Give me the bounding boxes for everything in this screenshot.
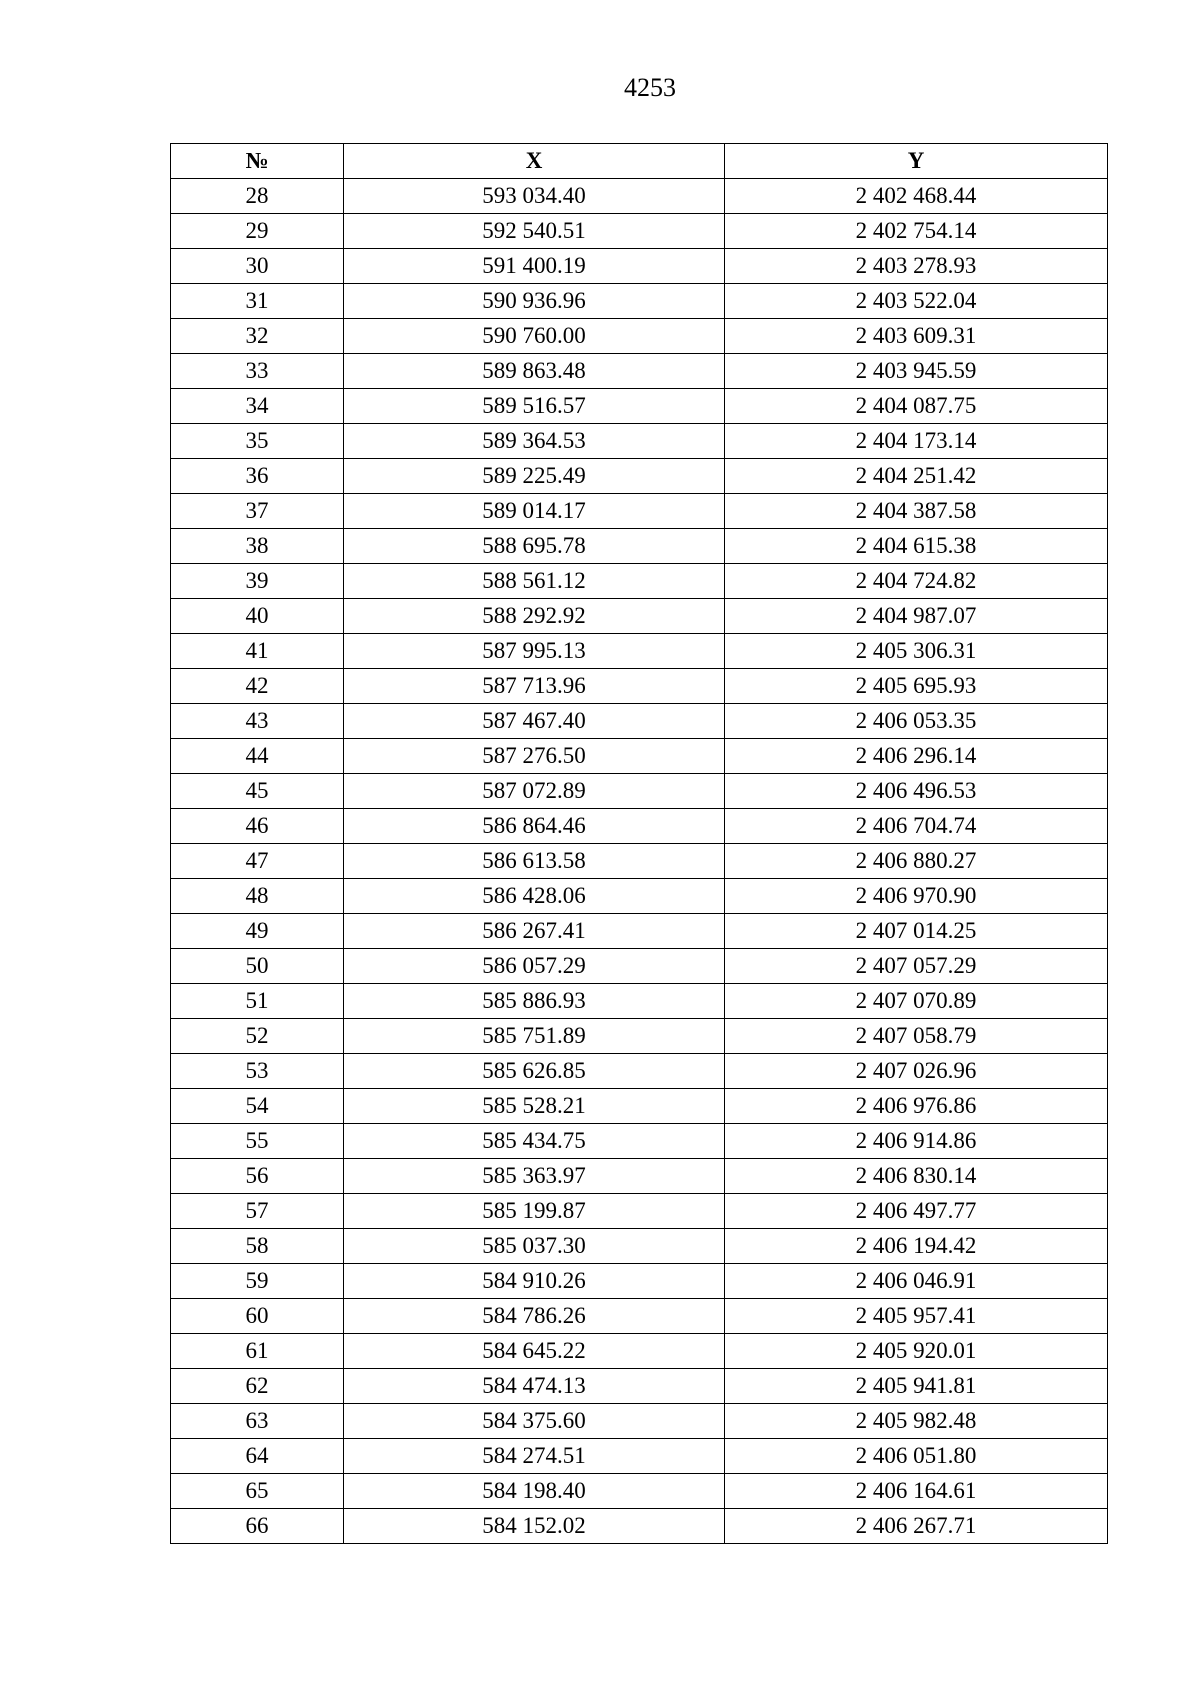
table-row — [171, 879, 1108, 914]
table-row — [171, 1054, 1108, 1089]
table-row — [171, 459, 1108, 494]
cell-number: 62 — [171, 1369, 344, 1404]
coordinates-table — [170, 143, 1108, 1544]
cell-x: 593 034.40 — [344, 179, 725, 214]
cell-x: 584 786.26 — [344, 1299, 725, 1334]
table-row — [171, 424, 1108, 459]
table-row — [171, 1089, 1108, 1124]
cell-number: 28 — [171, 179, 344, 214]
cell-number: 38 — [171, 529, 344, 564]
table-row — [171, 284, 1108, 319]
cell-x: 585 751.89 — [344, 1019, 725, 1054]
cell-x: 585 528.21 — [344, 1089, 725, 1124]
cell-y: 2 406 267.71 — [725, 1509, 1108, 1544]
cell-number: 50 — [171, 949, 344, 984]
table-row — [171, 214, 1108, 249]
table-row — [171, 389, 1108, 424]
cell-y: 2 406 051.80 — [725, 1439, 1108, 1474]
cell-x: 589 225.49 — [344, 459, 725, 494]
cell-x: 589 863.48 — [344, 354, 725, 389]
cell-number: 37 — [171, 494, 344, 529]
cell-y: 2 404 987.07 — [725, 599, 1108, 634]
cell-x: 585 886.93 — [344, 984, 725, 1019]
cell-number: 40 — [171, 599, 344, 634]
cell-number: 43 — [171, 704, 344, 739]
cell-y: 2 407 057.29 — [725, 949, 1108, 984]
cell-number: 35 — [171, 424, 344, 459]
cell-x: 584 375.60 — [344, 1404, 725, 1439]
table-row — [171, 319, 1108, 354]
cell-x: 588 292.92 — [344, 599, 725, 634]
cell-y: 2 406 164.61 — [725, 1474, 1108, 1509]
cell-number: 51 — [171, 984, 344, 1019]
cell-x: 584 152.02 — [344, 1509, 725, 1544]
cell-x: 587 995.13 — [344, 634, 725, 669]
table-row — [171, 1334, 1108, 1369]
cell-x: 585 037.30 — [344, 1229, 725, 1264]
cell-x: 590 760.00 — [344, 319, 725, 354]
cell-y: 2 402 468.44 — [725, 179, 1108, 214]
table-row — [171, 739, 1108, 774]
table-row — [171, 179, 1108, 214]
cell-x: 587 276.50 — [344, 739, 725, 774]
cell-x: 592 540.51 — [344, 214, 725, 249]
table-row — [171, 984, 1108, 1019]
cell-y: 2 406 704.74 — [725, 809, 1108, 844]
cell-x: 587 072.89 — [344, 774, 725, 809]
cell-number: 53 — [171, 1054, 344, 1089]
table-row — [171, 704, 1108, 739]
cell-y: 2 403 945.59 — [725, 354, 1108, 389]
cell-y: 2 407 026.96 — [725, 1054, 1108, 1089]
table-row — [171, 1299, 1108, 1334]
cell-number: 58 — [171, 1229, 344, 1264]
cell-x: 591 400.19 — [344, 249, 725, 284]
table-row — [171, 1474, 1108, 1509]
header-x: X — [344, 144, 725, 179]
cell-x: 584 645.22 — [344, 1334, 725, 1369]
table-row — [171, 844, 1108, 879]
cell-x: 589 364.53 — [344, 424, 725, 459]
cell-y: 2 404 724.82 — [725, 564, 1108, 599]
cell-x: 586 267.41 — [344, 914, 725, 949]
table-row — [171, 249, 1108, 284]
cell-y: 2 406 880.27 — [725, 844, 1108, 879]
cell-number: 61 — [171, 1334, 344, 1369]
cell-y: 2 406 496.53 — [725, 774, 1108, 809]
cell-x: 586 864.46 — [344, 809, 725, 844]
cell-number: 56 — [171, 1159, 344, 1194]
cell-x: 584 274.51 — [344, 1439, 725, 1474]
cell-y: 2 405 982.48 — [725, 1404, 1108, 1439]
cell-number: 36 — [171, 459, 344, 494]
table-row — [171, 1019, 1108, 1054]
table-row — [171, 809, 1108, 844]
cell-x: 590 936.96 — [344, 284, 725, 319]
cell-x: 585 363.97 — [344, 1159, 725, 1194]
cell-y: 2 407 014.25 — [725, 914, 1108, 949]
cell-number: 48 — [171, 879, 344, 914]
table-row — [171, 1124, 1108, 1159]
cell-y: 2 406 296.14 — [725, 739, 1108, 774]
cell-x: 587 713.96 — [344, 669, 725, 704]
cell-y: 2 403 522.04 — [725, 284, 1108, 319]
cell-y: 2 405 941.81 — [725, 1369, 1108, 1404]
cell-number: 57 — [171, 1194, 344, 1229]
cell-x: 585 199.87 — [344, 1194, 725, 1229]
cell-y: 2 407 070.89 — [725, 984, 1108, 1019]
cell-number: 33 — [171, 354, 344, 389]
table-row — [171, 669, 1108, 704]
cell-y: 2 402 754.14 — [725, 214, 1108, 249]
table-row — [171, 949, 1108, 984]
cell-y: 2 406 046.91 — [725, 1264, 1108, 1299]
cell-y: 2 406 053.35 — [725, 704, 1108, 739]
cell-y: 2 404 251.42 — [725, 459, 1108, 494]
table-row — [171, 529, 1108, 564]
cell-number: 32 — [171, 319, 344, 354]
table-row — [171, 1159, 1108, 1194]
cell-y: 2 403 278.93 — [725, 249, 1108, 284]
cell-y: 2 405 920.01 — [725, 1334, 1108, 1369]
header-row — [171, 144, 1108, 179]
cell-x: 586 613.58 — [344, 844, 725, 879]
cell-number: 42 — [171, 669, 344, 704]
cell-y: 2 406 976.86 — [725, 1089, 1108, 1124]
table-row — [171, 564, 1108, 599]
cell-y: 2 406 830.14 — [725, 1159, 1108, 1194]
cell-number: 52 — [171, 1019, 344, 1054]
cell-y: 2 404 173.14 — [725, 424, 1108, 459]
cell-number: 31 — [171, 284, 344, 319]
cell-x: 586 057.29 — [344, 949, 725, 984]
cell-x: 588 561.12 — [344, 564, 725, 599]
table-row — [171, 774, 1108, 809]
table-header — [171, 144, 1108, 179]
cell-x: 584 198.40 — [344, 1474, 725, 1509]
table-row — [171, 634, 1108, 669]
table-row — [171, 599, 1108, 634]
cell-x: 589 014.17 — [344, 494, 725, 529]
cell-number: 59 — [171, 1264, 344, 1299]
table-row — [171, 1229, 1108, 1264]
cell-y: 2 405 695.93 — [725, 669, 1108, 704]
cell-x: 585 434.75 — [344, 1124, 725, 1159]
table-row — [171, 914, 1108, 949]
cell-number: 41 — [171, 634, 344, 669]
cell-number: 39 — [171, 564, 344, 599]
cell-number: 46 — [171, 809, 344, 844]
cell-number: 49 — [171, 914, 344, 949]
cell-number: 55 — [171, 1124, 344, 1159]
cell-number: 66 — [171, 1509, 344, 1544]
cell-number: 65 — [171, 1474, 344, 1509]
header-y: Y — [725, 144, 1108, 179]
cell-number: 29 — [171, 214, 344, 249]
cell-number: 47 — [171, 844, 344, 879]
cell-y: 2 406 970.90 — [725, 879, 1108, 914]
cell-y: 2 407 058.79 — [725, 1019, 1108, 1054]
cell-number: 34 — [171, 389, 344, 424]
cell-x: 588 695.78 — [344, 529, 725, 564]
cell-x: 585 626.85 — [344, 1054, 725, 1089]
table-row — [171, 494, 1108, 529]
cell-y: 2 406 194.42 — [725, 1229, 1108, 1264]
table-row — [171, 1404, 1108, 1439]
cell-number: 60 — [171, 1299, 344, 1334]
cell-x: 589 516.57 — [344, 389, 725, 424]
cell-number: 63 — [171, 1404, 344, 1439]
cell-number: 45 — [171, 774, 344, 809]
cell-y: 2 404 087.75 — [725, 389, 1108, 424]
cell-number: 44 — [171, 739, 344, 774]
cell-y: 2 404 387.58 — [725, 494, 1108, 529]
cell-y: 2 405 306.31 — [725, 634, 1108, 669]
cell-x: 586 428.06 — [344, 879, 725, 914]
cell-y: 2 406 914.86 — [725, 1124, 1108, 1159]
table-row — [171, 1439, 1108, 1474]
table-row — [171, 1264, 1108, 1299]
table-row — [171, 1369, 1108, 1404]
cell-number: 54 — [171, 1089, 344, 1124]
cell-number: 30 — [171, 249, 344, 284]
cell-x: 584 474.13 — [344, 1369, 725, 1404]
table-body — [171, 179, 1108, 1544]
table-row — [171, 1194, 1108, 1229]
cell-y: 2 406 497.77 — [725, 1194, 1108, 1229]
page-number: 4253 — [624, 73, 676, 102]
cell-x: 587 467.40 — [344, 704, 725, 739]
table-row — [171, 1509, 1108, 1544]
cell-number: 64 — [171, 1439, 344, 1474]
cell-y: 2 403 609.31 — [725, 319, 1108, 354]
cell-y: 2 404 615.38 — [725, 529, 1108, 564]
cell-y: 2 405 957.41 — [725, 1299, 1108, 1334]
header-number: № — [171, 144, 344, 179]
table-row — [171, 354, 1108, 389]
cell-x: 584 910.26 — [344, 1264, 725, 1299]
